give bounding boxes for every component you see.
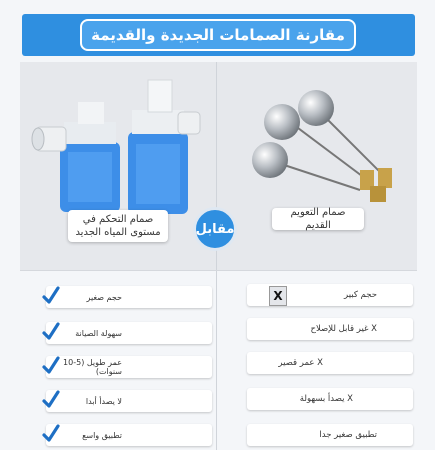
section-divider bbox=[20, 270, 417, 271]
checkmark-icon bbox=[42, 355, 60, 377]
column-divider bbox=[216, 62, 217, 450]
checkmark-icon bbox=[42, 423, 60, 445]
new-valve-image bbox=[20, 72, 216, 222]
old-feature-row bbox=[247, 352, 413, 374]
checkmark-icon bbox=[42, 321, 60, 343]
checkmark-icon bbox=[42, 389, 60, 411]
vs-badge: مقابل bbox=[193, 207, 237, 251]
old-feature-row bbox=[247, 388, 413, 410]
new-feature-row bbox=[46, 390, 212, 412]
new-feature-label: حجم صغير bbox=[86, 292, 122, 302]
old-feature-label: X غير قابل للإصلاح bbox=[310, 324, 377, 334]
new-feature-label: لا يصدأ أبدا bbox=[85, 396, 122, 406]
new-valve-caption bbox=[68, 210, 168, 242]
old-feature-row bbox=[247, 284, 413, 306]
new-feature-label: تطبيق واسع bbox=[82, 430, 122, 440]
new-feature-label: عمر طويل (5-10 سنوات) bbox=[63, 358, 122, 376]
old-valve-image bbox=[220, 72, 420, 222]
new-valve-caption-line2: مستوى المياه الجديد bbox=[75, 227, 161, 238]
old-feature-row bbox=[247, 424, 413, 446]
new-valve-caption-line1: صمام التحكم في bbox=[82, 214, 154, 225]
old-feature-label: حجم كبير bbox=[344, 290, 377, 300]
new-feature-row bbox=[46, 322, 212, 344]
new-feature-row bbox=[46, 356, 212, 378]
title-banner bbox=[22, 14, 415, 56]
old-feature-label: X يصدأ بسهولة bbox=[299, 394, 353, 404]
old-feature-label: X عمر قصير bbox=[278, 358, 323, 368]
new-feature-row bbox=[46, 424, 212, 446]
page-title: مقارنة الصمامات الجديدة والقديمة bbox=[80, 19, 356, 51]
old-valve-caption: صمام التعويم القديم bbox=[272, 208, 364, 230]
old-feature-label: تطبيق صغير جدا bbox=[319, 430, 377, 440]
new-feature-row bbox=[46, 286, 212, 308]
checkmark-icon bbox=[42, 285, 60, 307]
old-feature-row bbox=[247, 318, 413, 340]
x-mark-icon: X bbox=[269, 286, 287, 306]
new-feature-label: سهولة الصيانة bbox=[75, 328, 122, 338]
